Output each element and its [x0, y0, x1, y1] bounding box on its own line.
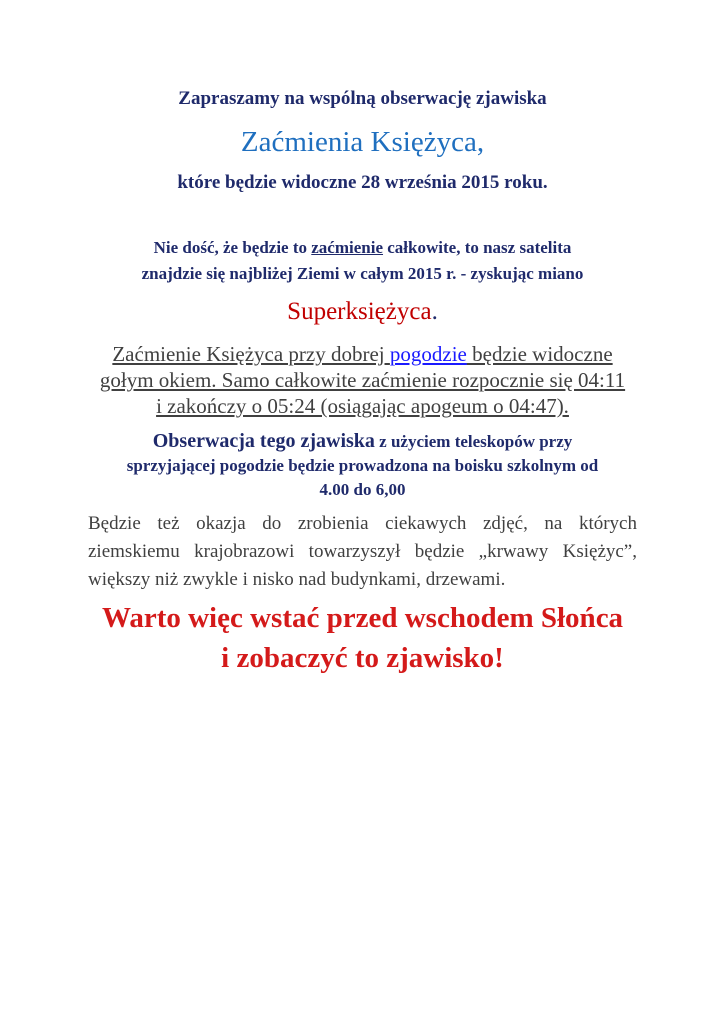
- para2-text-b: będzie widoczne: [466, 342, 613, 366]
- pogodzie-link[interactable]: pogodzie: [389, 342, 467, 366]
- para3-line2: sprzyjającej pogodzie będzie prowadzona na boisku szkolnym od: [126, 456, 599, 475]
- para4-line1: Będzie też okazja do zrobienia ciekawych zdjęć, na których: [88, 513, 637, 534]
- para2-line3: i zakończy o 05:24 (osiągając apogeum o 04:47).: [156, 394, 569, 418]
- para4: [88, 510, 637, 594]
- para2-line2: gołym okiem. Samo całkowite zaćmienie rozpocznie się 04:11: [99, 368, 626, 392]
- para3-text: z użyciem teleskopów przy: [374, 432, 573, 451]
- para1-text-a: Nie dość, że będzie to: [153, 238, 312, 257]
- closing-line1: Warto więc wstać przed wschodem Słońca: [101, 602, 624, 634]
- para3-lead: Obserwacja tego zjawiska: [152, 430, 375, 452]
- page-title: Zaćmienia Księżyca,: [240, 126, 485, 158]
- intro-line: Zapraszamy na wspólną obserwację zjawiska: [178, 88, 547, 109]
- para2-line1: [0, 342, 725, 367]
- para1-line2: znajdzie się najbliżej Ziemi w całym 2015 r. - zyskując miano: [141, 264, 584, 283]
- para1-underlined-word: zaćmienie: [311, 238, 384, 257]
- para2-text-a: Zaćmienie Księżyca przy dobrej: [112, 342, 390, 366]
- super-heading: [0, 298, 725, 326]
- super-word: Superksiężyca: [287, 298, 432, 325]
- para4-line2: ziemskiemu krajobrazowi towarzyszył będzie „krwawy Księżyc”,: [88, 541, 637, 562]
- para1-line1: [0, 238, 725, 258]
- para1-text-c: całkowite, to nasz satelita: [383, 238, 572, 257]
- date-line: które będzie widoczne 28 września 2015 roku.: [177, 172, 548, 193]
- para4-line3: większy niż zwykle i nisko nad budynkami, drzewami.: [88, 569, 506, 590]
- para3-line3: 4.00 do 6,00: [319, 480, 406, 499]
- super-dot: .: [431, 298, 438, 325]
- para3-line1: [0, 430, 725, 453]
- closing-line2: i zobaczyć to zjawisko!: [221, 642, 504, 674]
